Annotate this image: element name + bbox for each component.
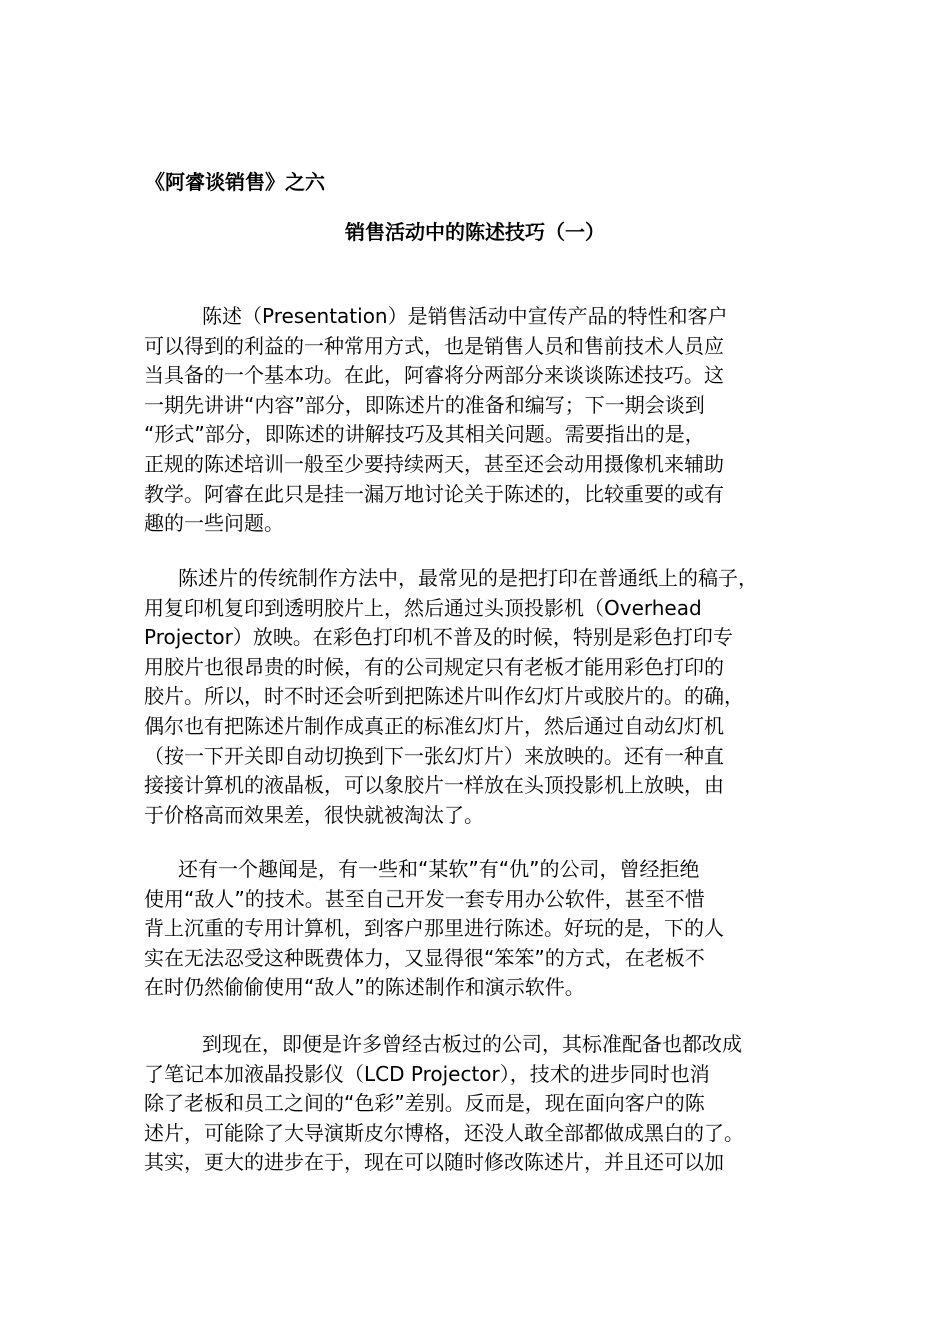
paragraph-line: 了笔记本加液晶投影仪（LCD Projector），技术的进步同时也消 — [144, 1061, 710, 1086]
paragraph-line: “形式”部分，即陈述的讲解技巧及其相关问题。需要指出的是， — [144, 422, 705, 447]
paragraph-line: 陈述片的传统制作方法中，最常见的是把打印在普通纸上的稿子， — [178, 566, 758, 590]
paragraph-line: 用复印机复印到透明胶片上，然后通过头顶投影机（Overhead — [144, 595, 702, 620]
paragraph-line: 述片，可能除了大导演斯皮尔博格，还没人敢全部都做成黑白的了。 — [144, 1120, 744, 1145]
paragraph-line: 正规的陈述培训一般至少要持续两天，甚至还会动用摄像机来辅助 — [144, 451, 724, 476]
paragraph-line: 实在无法忍受这种既费体力，又显得很“笨笨”的方式，在老板不 — [144, 945, 705, 970]
paragraph-line: Projector）放映。在彩色打印机不普及的时候，特别是彩色打印专 — [144, 625, 733, 650]
paragraph-1 — [144, 302, 824, 539]
paragraph-line: 胶片。所以，时不时还会听到把陈述片叫作幻灯片或胶片的。的确， — [144, 684, 744, 709]
paragraph-line: 偶尔也有把陈述片制作成真正的标准幻灯片，然后通过自动幻灯机 — [144, 713, 724, 738]
paragraph-line: 一期先讲讲“内容”部分，即陈述片的准备和编写；下一期会谈到 — [144, 392, 705, 417]
paragraph-line: 用胶片也很昂贵的时候，有的公司规定只有老板才能用彩色打印的 — [144, 654, 724, 679]
paragraph-line: 在时仍然偷偷使用“敌人”的陈述制作和演示软件。 — [144, 975, 585, 1000]
paragraph-line: 陈述（Presentation）是销售活动中宣传产品的特性和客户 — [202, 304, 728, 328]
paragraph-line: 使用“敌人”的技术。甚至自己开发一套专用办公软件，甚至不惜 — [144, 886, 705, 911]
paragraph-line: 当具备的一个基本功。在此，阿睿将分两部分来谈谈陈述技巧。这 — [144, 363, 724, 388]
paragraph-2 — [144, 564, 824, 830]
paragraph-line: 除了老板和员工之间的“色彩”差别。反而是，现在面向客户的陈 — [144, 1091, 705, 1116]
paragraph-line: 还有一个趣闻是，有一些和“某软”有“仇”的公司，曾经拒绝 — [178, 857, 700, 881]
paragraph-line: 于价格高而效果差，很快就被淘汰了。 — [144, 802, 484, 827]
paragraph-line: 趣的一些问题。 — [144, 511, 284, 536]
paragraph-line: （按一下开关即自动切换到下一张幻灯片）来放映的。还有一种直 — [144, 743, 724, 768]
paragraph-line: 可以得到的利益的一种常用方式，也是销售人员和售前技术人员应 — [144, 333, 724, 358]
paragraph-line: 背上沉重的专用计算机，到客户那里进行陈述。好玩的是，下的人 — [144, 916, 724, 941]
series-title: 《阿睿谈销售》之六 — [145, 170, 325, 194]
paragraph-line: 教学。阿睿在此只是挂一漏万地讨论关于陈述的，比较重要的或有 — [144, 481, 724, 506]
document-title: 销售活动中的陈述技巧（一） — [345, 220, 605, 244]
paragraph-4 — [144, 1030, 824, 1178]
paragraph-line: 到现在，即便是许多曾经古板过的公司，其标准配备也都改成 — [202, 1032, 742, 1056]
paragraph-line: 其实，更大的进步在于，现在可以随时修改陈述片，并且还可以加 — [144, 1150, 724, 1175]
paragraph-line: 接接计算机的液晶板，可以象胶片一样放在头顶投影机上放映，由 — [144, 773, 724, 798]
paragraph-3 — [144, 855, 824, 1003]
